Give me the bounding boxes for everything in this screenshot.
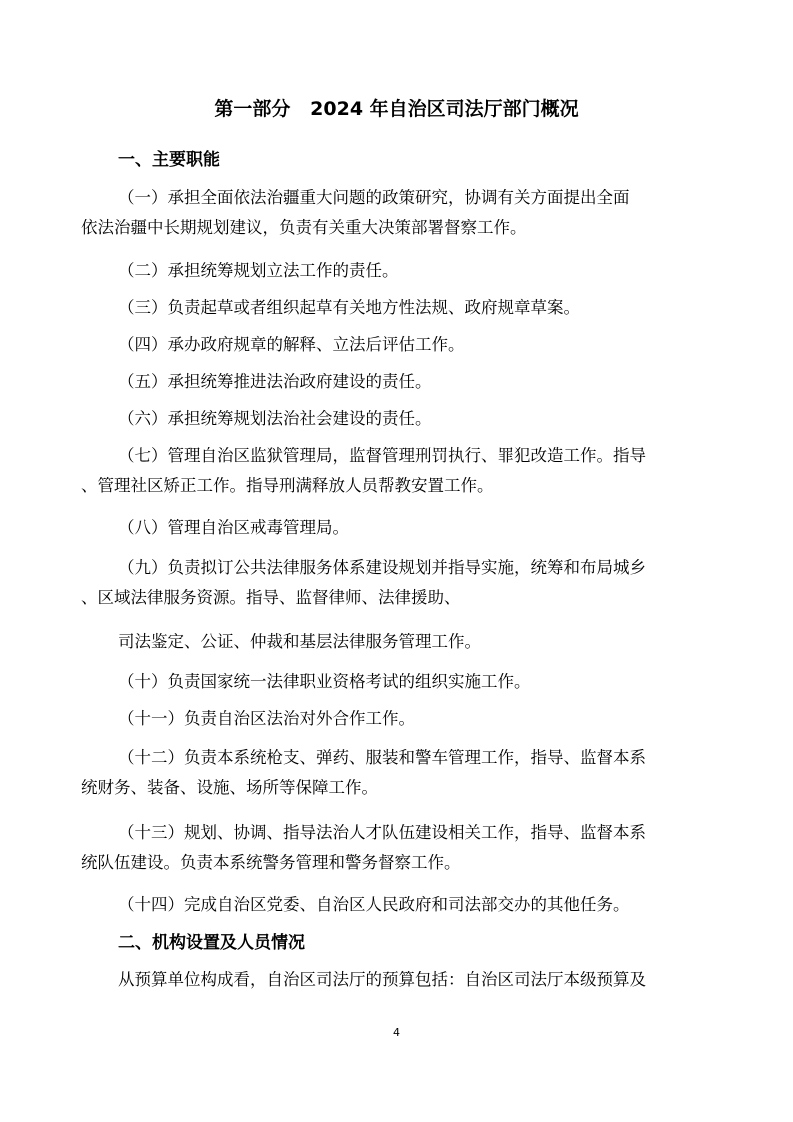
duty-line: 、管理社区矫正工作。指导刑满释放人员帮教安置工作。: [81, 476, 494, 495]
organization-line: 从预算单位构成看，自治区司法厅的预算包括：自治区司法厅本级预算及: [118, 970, 646, 989]
duty-line: （三）负责起草或者组织起草有关地方性法规、政府规章草案。: [118, 298, 580, 317]
duty-paragraph-2: [81, 256, 721, 286]
duty-line: （八）管理自治区戒毒管理局。: [118, 518, 349, 537]
duty-line: 司法鉴定、公证、仲裁和基层法律服务管理工作。: [118, 632, 481, 651]
duty-paragraph-14: [81, 890, 721, 920]
document-title: 第一部分 2024 年自治区司法厅部门概况: [214, 98, 579, 120]
duty-paragraph-1: [81, 183, 721, 243]
page-number: 4: [393, 1026, 400, 1039]
organization-paragraph: [81, 965, 721, 995]
duty-paragraph-3: [81, 293, 721, 323]
duty-line: （七）管理自治区监狱管理局，监督管理刑罚执行、罪犯改造工作。指导: [118, 446, 646, 465]
duty-line: （四）承办政府规章的解释、立法后评估工作。: [118, 335, 465, 354]
duty-line: 、区域法律服务资源。指导、监督律师、法律援助、: [81, 588, 461, 607]
duty-paragraph-7: [81, 441, 721, 501]
duty-line: （十一）负责自治区法治对外合作工作。: [118, 709, 415, 728]
duty-line: 统财务、装备、设施、场所等保障工作。: [81, 778, 378, 797]
duty-line: 统队伍建设。负责本系统警务管理和警务督察工作。: [81, 853, 461, 872]
duty-paragraph-10: [81, 667, 721, 697]
duty-line: 依法治疆中长期规划建议，负责有关重大决策部署督察工作。: [81, 218, 527, 237]
duty-line: （二）承担统筹规划立法工作的责任。: [118, 261, 399, 280]
section-heading-organization: 二、机构设置及人员情况: [118, 933, 305, 953]
duty-line: （十）负责国家统一法律职业资格考试的组织实施工作。: [118, 672, 531, 691]
duty-line: （六）承担统筹规划法治社会建设的责任。: [118, 409, 432, 428]
duty-paragraph-8: [81, 513, 721, 543]
duty-paragraph-11: [81, 704, 721, 734]
duty-line: （十四）完成自治区党委、自治区人民政府和司法部交办的其他任务。: [118, 895, 630, 914]
duty-line: （五）承担统筹推进法治政府建设的责任。: [118, 372, 432, 391]
duty-line: （十三）规划、协调、指导法治人才队伍建设相关工作，指导、监督本系: [118, 823, 646, 842]
section-heading-main-duties: 一、主要职能: [118, 150, 220, 170]
duty-line: （十二）负责本系统枪支、弹药、服装和警车管理工作，指导、监督本系: [118, 748, 646, 767]
duty-paragraph-5: [81, 367, 721, 397]
duty-paragraph-4: [81, 330, 721, 360]
duty-line: （一）承担全面依法治疆重大问题的政策研究，协调有关方面提出全面: [118, 188, 630, 207]
duty-paragraph-12: [81, 743, 721, 803]
duty-paragraph-9-continuation: [81, 627, 721, 657]
duty-paragraph-9: [81, 553, 721, 613]
duty-paragraph-6: [81, 404, 721, 434]
duty-line: （九）负责拟订公共法律服务体系建设规划并指导实施，统筹和布局城乡: [118, 558, 646, 577]
duty-paragraph-13: [81, 818, 721, 878]
